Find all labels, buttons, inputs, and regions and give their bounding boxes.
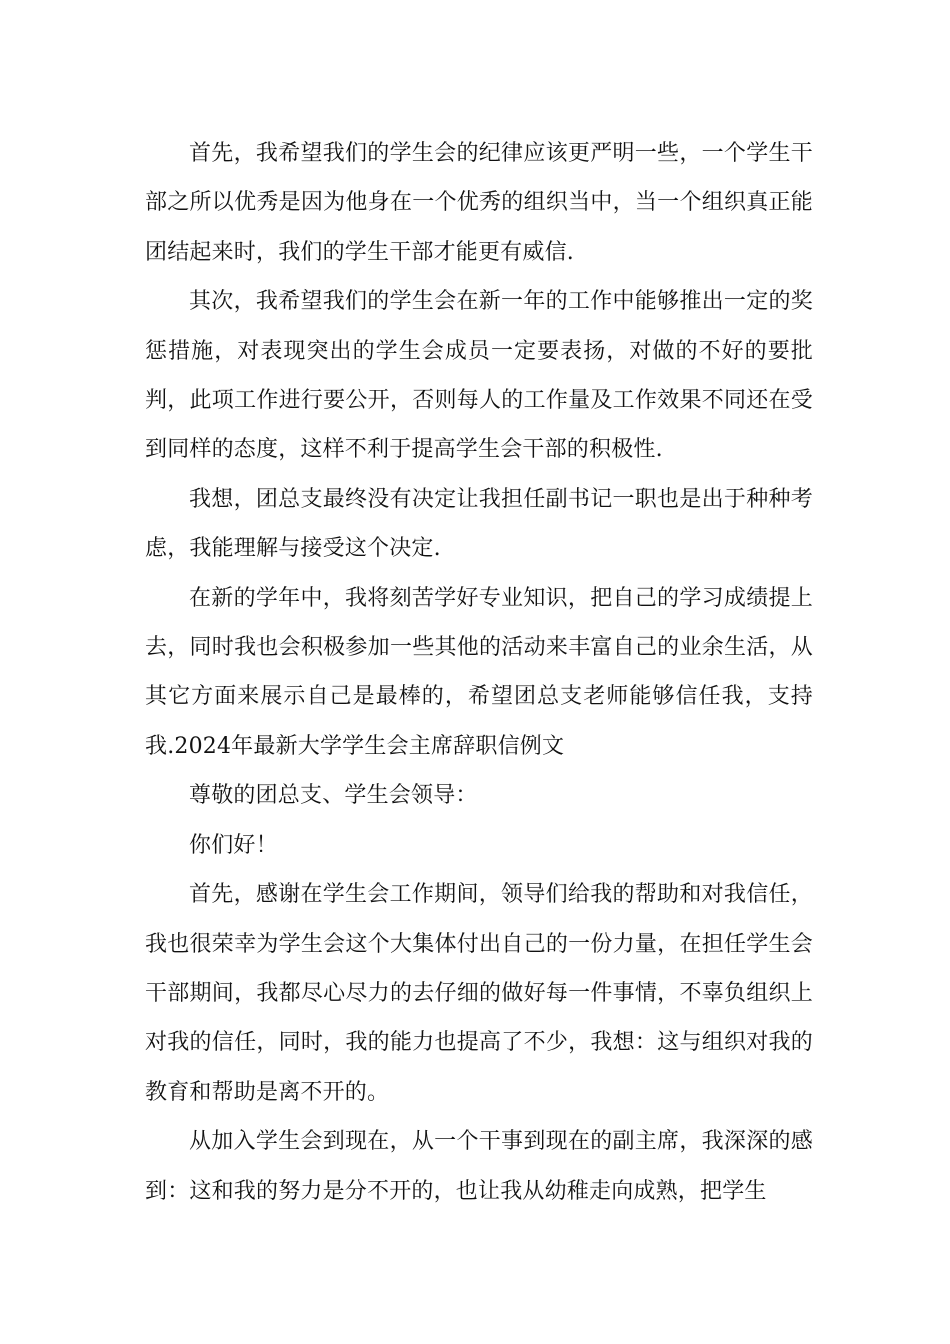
paragraph-greeting: 你们好！ xyxy=(189,832,278,858)
paragraph-thanks: 首先，感谢在学生会工作期间，领导们给我的帮助和对我信任，我也很荣幸为学生会这个大集体付出自己的一份力量，在担任学生会干部期间，我都尽心尽力的去仔细的做好每一件事情，不辜负组织上对我的信任，同时，我的能力也提高了不少，我想：这与组织对我的教育和帮助是离不开的。 xyxy=(145,882,813,1105)
paragraph-salutation: 尊敬的团总支、学生会领导： xyxy=(189,783,478,809)
paragraph-new-school-year: 在新的学年中，我将刻苦学好专业知识，把自己的学习成绩提上去，同时我也会积极参加一些其他的活动来丰富自己的业余生活，从其它方面来展示自己是最棒的，希望团总支老师能够信任我，支持我.2024年最新大学学生会主席辞职信例文 xyxy=(145,585,813,759)
paragraph-growth: 从加入学生会到现在，从一个干事到现在的副主席，我深深的感到：这和我的努力是分不开的，也让我从幼稚走向成熟，把学生 xyxy=(145,1129,813,1204)
document-body xyxy=(145,129,813,1216)
paragraph-reward-punishment: 其次，我希望我们的学生会在新一年的工作中能够推出一定的奖惩措施，对表现突出的学生会成员一定要表扬，对做的不好的要批判，此项工作进行要公开，否则每人的工作量及工作效果不同还在受到同样的态度，这样不利于提高学生会干部的积极性. xyxy=(145,289,813,463)
paragraph-discipline: 首先，我希望我们的学生会的纪律应该更严明一些，一个学生干部之所以优秀是因为他身在一个优秀的组织当中，当一个组织真正能团结起来时，我们的学生干部才能更有威信. xyxy=(145,141,813,265)
paragraph-decision-acceptance: 我想，团总支最终没有决定让我担任副书记一职也是出于种种考虑，我能理解与接受这个决定. xyxy=(145,486,813,562)
